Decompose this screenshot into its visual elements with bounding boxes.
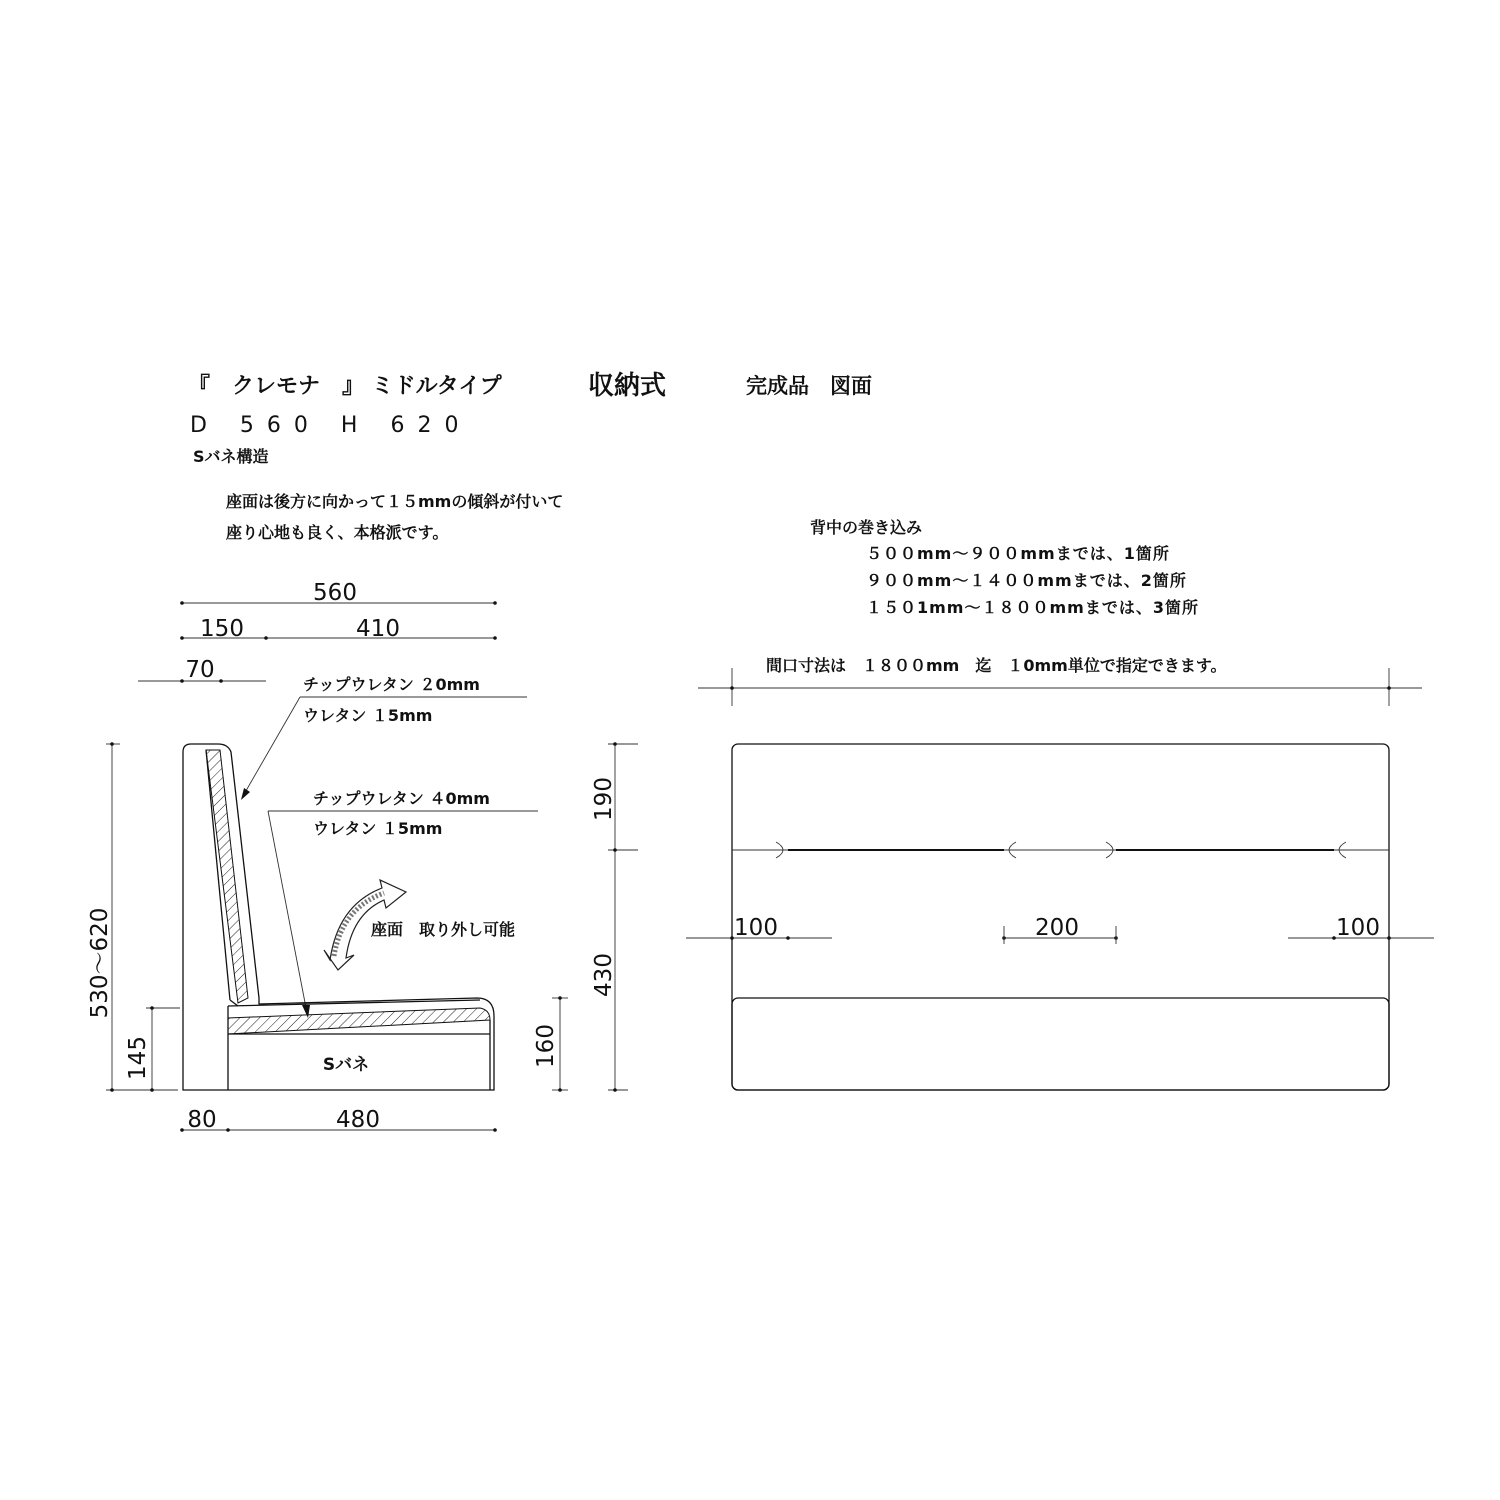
title-storage-type: 収納式 bbox=[588, 371, 667, 401]
dim-seat-depth: 410 bbox=[356, 616, 400, 642]
dim-left-margin: 100 bbox=[734, 915, 778, 941]
label-s-spring: Sバネ bbox=[322, 1055, 370, 1075]
label-back-urethane: ウレタン １5mm bbox=[303, 706, 433, 725]
label-seat-removable: 座面 取り外し可能 bbox=[371, 920, 516, 939]
dim-base-back: 80 bbox=[187, 1107, 217, 1133]
label-seat-urethane: ウレタン １5mm bbox=[313, 819, 443, 838]
width-note: 間口寸法は １８００mm 迄 １0mm単位で指定できます。 bbox=[766, 656, 1227, 675]
dim-height-range: 530～620 bbox=[87, 907, 113, 1019]
dim-back-depth: 150 bbox=[200, 616, 244, 642]
dim-depth-total: 560 bbox=[313, 580, 357, 606]
structure-label: Sバネ構造 bbox=[193, 447, 269, 466]
dim-seat-front-height: 160 bbox=[533, 1024, 559, 1068]
wrap-rule-3: １５０1mm～１８００mmまでは、3箇所 bbox=[866, 598, 1199, 617]
dim-right-margin: 100 bbox=[1336, 915, 1380, 941]
dim-center-gap: 200 bbox=[1035, 915, 1079, 941]
size-spec: D 560 H 620 bbox=[190, 413, 472, 438]
side-view bbox=[87, 580, 568, 1133]
seat-note-line2: 座り心地も良く、本格派です。 bbox=[226, 523, 449, 542]
wrap-rule-1: ５００mm～９００mmまでは、1箇所 bbox=[866, 544, 1170, 563]
label-back-chip-urethane: チップウレタン ２0mm bbox=[303, 675, 480, 694]
wrap-title: 背中の巻き込み bbox=[810, 518, 923, 537]
dim-lower-height: 430 bbox=[591, 953, 617, 997]
dim-base-seat: 480 bbox=[336, 1107, 380, 1133]
title-drawing: 完成品 図面 bbox=[746, 374, 872, 398]
height-dimensions bbox=[591, 742, 638, 1092]
title-product: 『 クレモナ 』 ミドルタイプ bbox=[188, 374, 502, 399]
dim-base-height: 145 bbox=[125, 1036, 151, 1080]
seat-note-line1: 座面は後方に向かって１５mmの傾斜が付いて bbox=[226, 492, 564, 511]
front-view bbox=[686, 518, 1434, 1090]
label-seat-chip-urethane: チップウレタン ４0mm bbox=[313, 789, 490, 808]
wrap-rule-2: ９００mm～１４００mmまでは、2箇所 bbox=[866, 571, 1187, 590]
dim-upper-back: 190 bbox=[591, 777, 617, 821]
dim-back-top: 70 bbox=[185, 657, 215, 683]
